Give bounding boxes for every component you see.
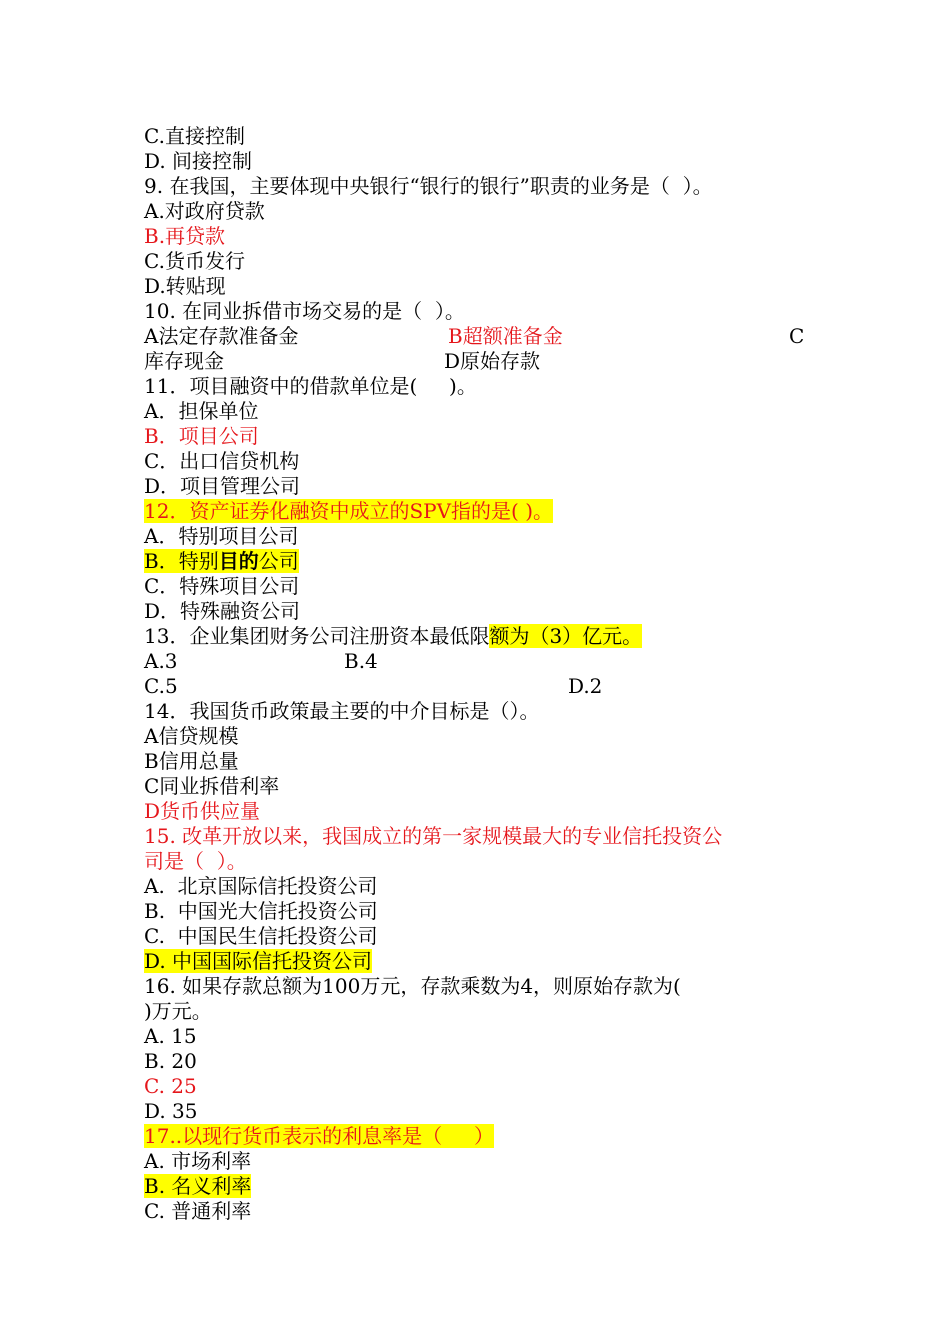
q15-option-b: B. 中国光大信托投资公司 [144,899,378,923]
q13-option-d: D.2 [568,674,603,698]
question-13-highlight: 额为（3）亿元。 [489,624,643,648]
q9-option-c: C.货币发行 [144,249,245,273]
q12-option-c: C．特殊项目公司 [144,574,300,598]
q15-option-d-text: D. 中国国际信托投资公司 [144,949,373,973]
q15-option-d-answer [144,949,372,974]
question-12-text: 12．资产证券化融资中成立的SPV指的是( )。 [144,499,554,523]
q12-option-b-prefix: B．特别 [144,549,219,573]
question-14: 14．我国货币政策最主要的中介目标是（）。 [144,699,540,723]
q12-option-b-bold: 目的 [218,549,259,573]
option-d-indirect-control: D. 间接控制 [144,149,253,173]
q12-option-b-answer [144,549,299,574]
q11-option-d: D．项目管理公司 [144,474,301,498]
q13-option-a: A.3 [144,649,178,673]
question-9: 9. 在我国，主要体现中央银行“银行的银行”职责的业务是（ ）。 [144,174,713,198]
question-12 [144,499,553,524]
question-16-line1: 16. 如果存款总额为100万元，存款乘数为4，则原始存款为( [144,974,681,998]
q13-option-b: B.4 [344,649,378,673]
q11-option-a: A．担保单位 [144,399,259,423]
q17-option-c: C. 普通利率 [144,1199,252,1223]
q15-option-a: A. 北京国际信托投资公司 [144,874,378,898]
q14-option-d-answer: D货币供应量 [144,799,261,823]
question-11: 11．项目融资中的借款单位是( )。 [144,374,477,398]
q9-option-b-answer: B.再贷款 [144,224,226,248]
q16-option-c-answer: C. 25 [144,1074,197,1098]
option-c-direct-control: C.直接控制 [144,124,245,148]
q14-option-c: C同业拆借利率 [144,774,280,798]
q9-option-d: D.转贴现 [144,274,226,298]
question-16-line2: )万元。 [144,999,212,1023]
question-15-line2: 司是（ ）。 [144,849,247,873]
q10-option-d: D原始存款 [444,349,541,373]
question-13 [144,624,642,649]
q11-option-c: C．出口信贷机构 [144,449,300,473]
q12-option-b-suffix: 公司 [258,549,299,573]
q9-option-a: A.对政府贷款 [144,199,265,223]
q10-option-b-answer: B超额准备金 [448,324,563,348]
q12-option-a: A．特别项目公司 [144,524,299,548]
q12-option-d: D．特殊融资公司 [144,599,301,623]
question-17-text: 17..以现行货币表示的利息率是（ ） [144,1124,494,1148]
q10-option-c: C [789,324,805,348]
q14-option-b: B信用总量 [144,749,239,773]
q16-option-d: D. 35 [144,1099,198,1123]
q14-option-a: A信贷规模 [144,724,239,748]
q17-option-a: A. 市场利率 [144,1149,252,1173]
q16-option-b: B. 20 [144,1049,197,1073]
question-10: 10. 在同业拆借市场交易的是（ ）。 [144,299,465,323]
q17-option-b-answer [144,1174,251,1199]
q12-option-b-wrap [144,549,299,573]
question-15-line1: 15. 改革开放以来，我国成立的第一家规模最大的专业信托投资公 [144,824,723,848]
q10-option-c-text: 库存现金 [144,349,224,373]
q16-option-a: A. 15 [144,1024,197,1048]
q11-option-b-answer: B．项目公司 [144,424,259,448]
q17-option-b-text: B. 名义利率 [144,1174,252,1198]
question-17 [144,1124,494,1149]
q10-option-a: A法定存款准备金 [144,324,299,348]
q15-option-c: C. 中国民生信托投资公司 [144,924,378,948]
q13-option-c: C.5 [144,674,178,698]
question-13-text: 13．企业集团财务公司注册资本最低限 [144,624,490,648]
